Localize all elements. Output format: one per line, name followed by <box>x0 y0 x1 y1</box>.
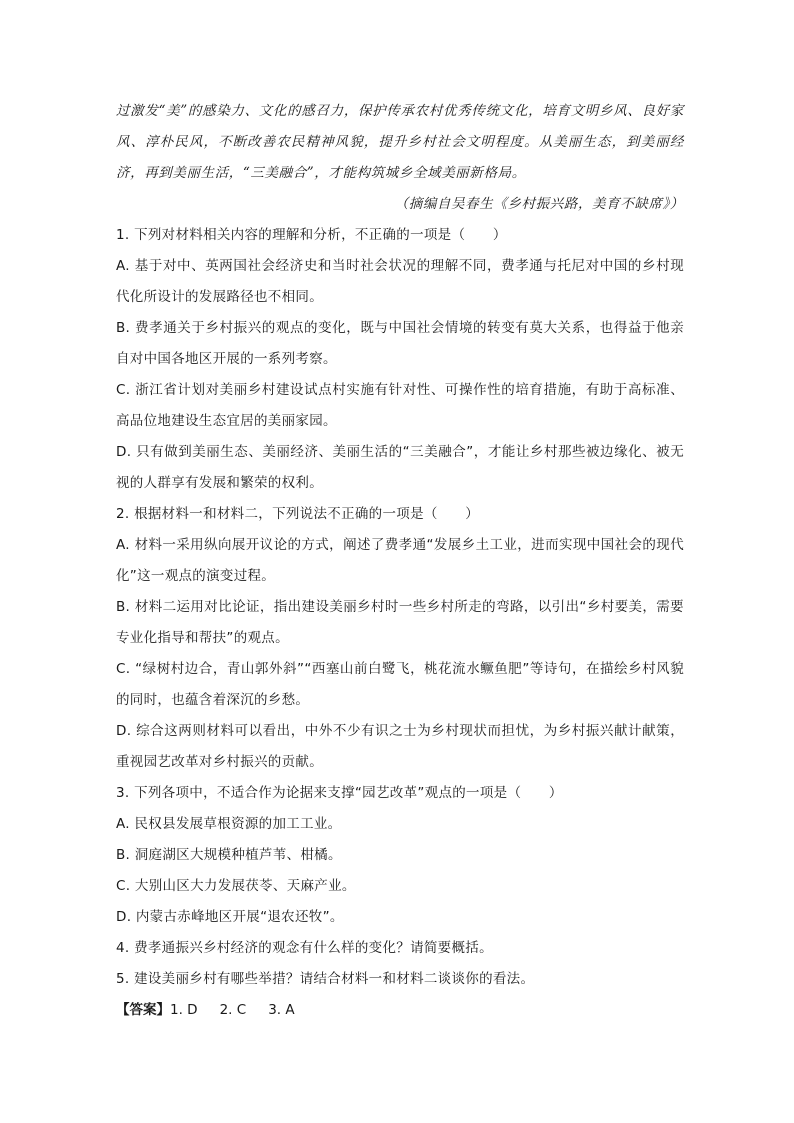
answer-item-3: 3. A <box>268 1002 295 1018</box>
question-3-option-c: C. 大别山区大力发展茯苓、天麻产业。 <box>116 878 356 894</box>
question-3-stem: 3. 下列各项中，不适合作为论据来支撑“园艺改革”观点的一项是（ ） <box>116 785 563 801</box>
question-3-option-a: A. 民权县发展草根资源的加工工业。 <box>116 816 342 832</box>
question-1-option-b: B. 费孝通关于乡村振兴的观点的变化，既与中国社会情境的转变有莫大关系，也得益于他亲自对中国各地区开展的一系列考察。 <box>116 320 684 367</box>
answer-item-2: 2. C <box>219 1002 247 1018</box>
question-1-stem: 1. 下列对材料相关内容的理解和分析，不正确的一项是（ ） <box>116 227 507 243</box>
question-1-option-a: A. 基于对中、英两国社会经济史和当时社会状况的理解不同，费孝通与托尼对中国的乡村现代化所设计的发展路径也不相同。 <box>116 258 684 305</box>
question-3-option-d: D. 内蒙古赤峰地区开展“退农还牧”。 <box>116 909 344 925</box>
question-2-stem: 2. 根据材料一和材料二，下列说法不正确的一项是（ ） <box>116 506 480 522</box>
answer-item-1: 1. D <box>170 1002 198 1018</box>
question-5-stem: 5. 建设美丽乡村有哪些举措？请结合材料一和材料二谈谈你的看法。 <box>116 971 535 987</box>
question-2-option-a: A. 材料一采用纵向展开议论的方式，阐述了费孝通“发展乡土工业，进而实现中国社会的现代化”这一观点的演变过程。 <box>116 537 684 584</box>
answer-line <box>116 995 684 1026</box>
document-page <box>116 96 684 1026</box>
question-1-option-d: D. 只有做到美丽生态、美丽经济、美丽生活的“三美融合”，才能让乡村那些被边缘化、被无视的人群享有发展和繁荣的权利。 <box>116 444 684 491</box>
answer-tag: 【答案】 <box>116 1002 170 1018</box>
question-4-stem: 4. 费孝通振兴乡村经济的观念有什么样的变化？请简要概括。 <box>116 940 493 956</box>
question-3-option-b: B. 洞庭湖区大规模种植芦苇、柑橘。 <box>116 847 342 863</box>
question-2-option-b: B. 材料二运用对比论证，指出建设美丽乡村时一些乡村所走的弯路，以引出“乡村要美，需要专业化指导和帮扶”的观点。 <box>116 599 684 646</box>
passage-text: 过激发“美”的感染力、文化的感召力，保护传承农村优秀传统文化，培育文明乡风、良好家风、淳朴民风，不断改善农民精神风貌，提升乡村社会文明程度。从美丽生态，到美丽经济，再到美丽生活，“三美融合”，才能构筑城乡全域美丽新格局。 <box>116 103 684 181</box>
question-1-option-c: C. 浙江省计划对美丽乡村建设试点村实施有针对性、可操作性的培育措施，有助于高标准、高品位地建设生态宜居的美丽家园。 <box>116 382 684 429</box>
question-2-option-c: C. “绿树村边合，青山郭外斜”“西塞山前白鹭飞，桃花流水鳜鱼肥”等诗句，在描绘乡村风貌的同时，也蕴含着深沉的乡愁。 <box>116 661 684 708</box>
passage-source: （摘编自吴春生《乡村振兴路，美育不缺席》） <box>394 196 684 212</box>
question-2-option-d: D. 综合这两则材料可以看出，中外不少有识之士为乡村现状而担忧，为乡村振兴献计献策，重视园艺改革对乡村振兴的贡献。 <box>116 723 684 770</box>
